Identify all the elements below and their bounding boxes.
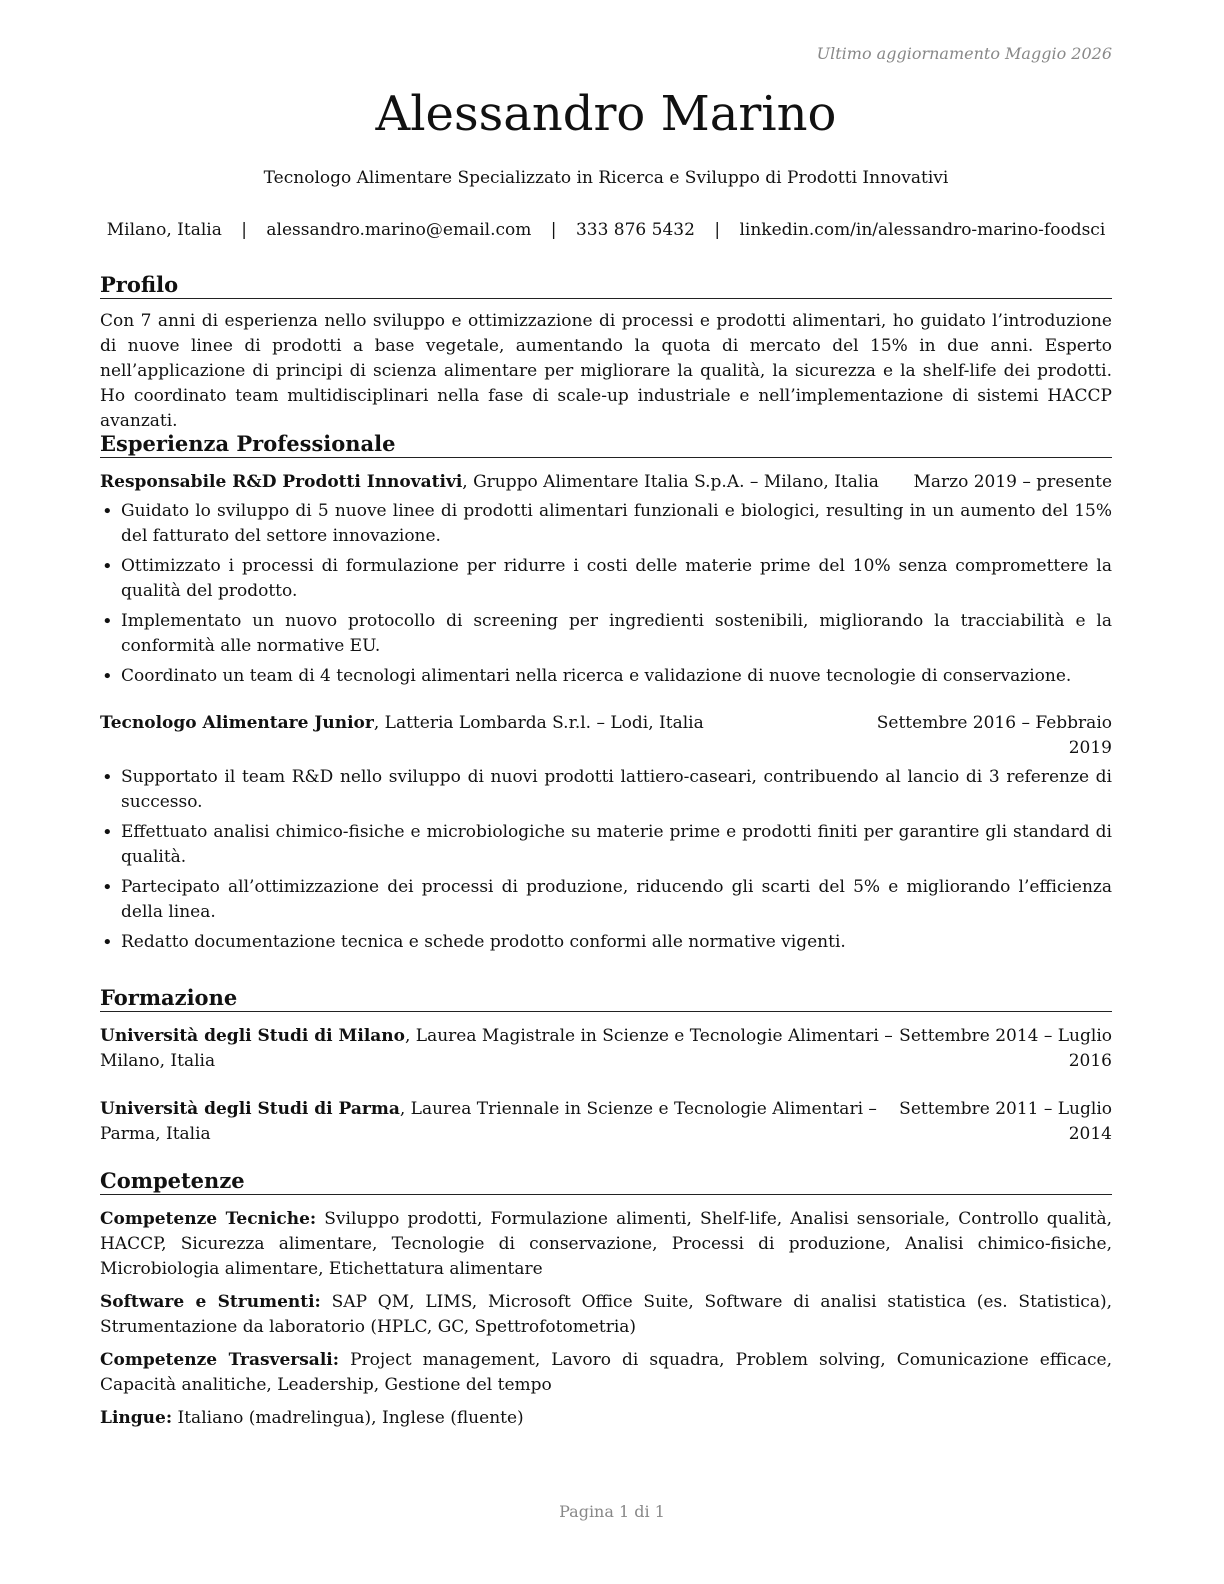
education-dates: Settembre 2011 – Luglio — [899, 1099, 1112, 1119]
education-dates: Settembre 2014 – Luglio — [899, 1026, 1112, 1046]
education-degree: , Laurea Triennale in Scienze e Tecnologie Alimentari – — [399, 1099, 877, 1119]
skill-text: SAP QM, LIMS, Microsoft Office Suite, Software di analisi statistica (es. Statistica), Strumentazione da laboratorio (HPLC, GC, Spettrofotometria) — [100, 1292, 1112, 1337]
skill-group — [100, 1207, 1112, 1282]
job-company: , Latteria Lombarda S.r.l. – Lodi, Italia — [373, 713, 704, 733]
list-item: • Effettuato analisi chimico-fisiche e microbiologiche su materie prime e prodotti finiti per garantire gli standard di qualità. — [100, 820, 1112, 870]
last-updated: Ultimo aggiornamento Maggio 2026 — [816, 44, 1112, 63]
education-entry — [100, 1024, 1112, 1074]
job-dates: Marzo 2019 – presente — [913, 472, 1112, 492]
candidate-subtitle: Tecnologo Alimentare Specializzato in Ricerca e Sviluppo di Prodotti Innovativi — [263, 168, 949, 188]
page-number: Pagina 1 di 1 — [559, 1502, 665, 1521]
skill-label: Competenze Trasversali: — [100, 1350, 340, 1370]
separator: | — [550, 220, 557, 240]
job-role: Responsabile R&D Prodotti Innovativi — [100, 472, 463, 492]
section-title-experience: Esperienza Professionale — [100, 431, 1112, 458]
skill-text: Project management, Lavoro di squadra, Problem solving, Comunicazione efficace, Capacità analitiche, Leadership, Gestione del tempo — [100, 1350, 1112, 1395]
contact-linkedin[interactable]: linkedin.com/in/alessandro-marino-foodsci — [739, 220, 1106, 240]
job-entry — [100, 470, 1112, 689]
job-entry — [100, 711, 1112, 955]
list-item: • Coordinato un team di 4 tecnologi alimentari nella ricerca e validazione di nuove tecnologie di conservazione. — [100, 664, 1112, 689]
education-school: Università degli Studi di Parma — [100, 1099, 400, 1119]
skills-section — [100, 1168, 1112, 1431]
list-item: • Ottimizzato i processi di formulazione per ridurre i costi delle materie prime del 10% senza compromettere la qualità del prodotto. — [100, 554, 1112, 604]
list-item: • Redatto documentazione tecnica e schede prodotto conformi alle normative vigenti. — [100, 930, 1112, 955]
contact-line — [100, 220, 1112, 240]
profile-section — [100, 272, 1112, 434]
education-dates-end: 2016 — [1068, 1051, 1112, 1071]
list-item: • Partecipato all’ottimizzazione dei processi di produzione, riducendo gli scarti del 5% e migliorando l’efficienza della linea. — [100, 875, 1112, 925]
job-dates: Settembre 2016 – Febbraio 2019 — [876, 713, 1112, 758]
section-title-education: Formazione — [100, 985, 1112, 1012]
list-item: • Implementato un nuovo protocollo di screening per ingredienti sostenibili, migliorando la tracciabilità e la conformità alle normative EU. — [100, 609, 1112, 659]
section-title-skills: Competenze — [100, 1168, 1112, 1195]
skill-group — [100, 1406, 1112, 1431]
section-title-profile: Profilo — [100, 272, 1112, 299]
job-role: Tecnologo Alimentare Junior — [100, 713, 374, 733]
list-item: • Supportato il team R&D nello sviluppo di nuovi prodotti lattiero-caseari, contribuendo al lancio di 3 referenze di successo. — [100, 765, 1112, 815]
separator: | — [714, 220, 721, 240]
list-item: • Guidato lo sviluppo di 5 nuove linee di prodotti alimentari funzionali e biologici, resulting in un aumento del 15% del fatturato del settore innovazione. — [100, 499, 1112, 549]
education-location: Milano, Italia — [100, 1051, 216, 1071]
job-bullets — [100, 499, 1112, 689]
job-bullets — [100, 765, 1112, 955]
job-company: , Gruppo Alimentare Italia S.p.A. – Milano, Italia — [462, 472, 879, 492]
skill-text: Sviluppo prodotti, Formulazione alimenti, Shelf-life, Analisi sensoriale, Controllo qualità, HACCP, Sicurezza alimentare, Tecnologie di conservazione, Processi di produzione, Analisi chimico-fisiche, Microbiologia alimentare, Etichettatura alimentare — [100, 1209, 1113, 1279]
education-section — [100, 985, 1112, 1147]
job-header — [100, 470, 1112, 495]
skill-label: Lingue: — [100, 1408, 173, 1428]
education-school: Università degli Studi di Milano — [100, 1026, 405, 1046]
contact-email[interactable]: alessandro.marino@email.com — [266, 220, 532, 240]
skill-label: Competenze Tecniche: — [100, 1209, 317, 1229]
experience-section — [100, 431, 1112, 960]
education-dates-end: 2014 — [1068, 1124, 1112, 1144]
separator: | — [241, 220, 247, 240]
skill-text: Italiano (madrelingua), Inglese (fluente) — [172, 1408, 524, 1428]
skill-label: Software e Strumenti: — [100, 1292, 321, 1312]
skill-group — [100, 1290, 1112, 1340]
skill-group — [100, 1348, 1112, 1398]
education-degree: , Laurea Magistrale in Scienze e Tecnologie Alimentari – — [405, 1026, 893, 1046]
contact-phone[interactable]: 333 876 5432 — [575, 220, 695, 240]
contact-location: Milano, Italia — [106, 220, 222, 240]
job-header — [100, 711, 1112, 761]
education-entry — [100, 1097, 1112, 1147]
candidate-name: Alessandro Marino — [375, 86, 837, 142]
education-location: Parma, Italia — [100, 1124, 211, 1144]
profile-text: Con 7 anni di esperienza nello sviluppo e ottimizzazione di processi e prodotti alimentari, ho guidato l’introduzione di nuove linee di prodotti a base vegetale, aumentando la quota di mercato del 15% in due anni. Esperto nell’applicazione di principi di scienza alimentare per migliorare la qualità, la sicurezza e la shelf-life dei prodotti. Ho coordinato team multidisciplinari nella fase di scale-up industriale e nell’implementazione di sistemi HACCP avanzati. — [100, 311, 1112, 431]
